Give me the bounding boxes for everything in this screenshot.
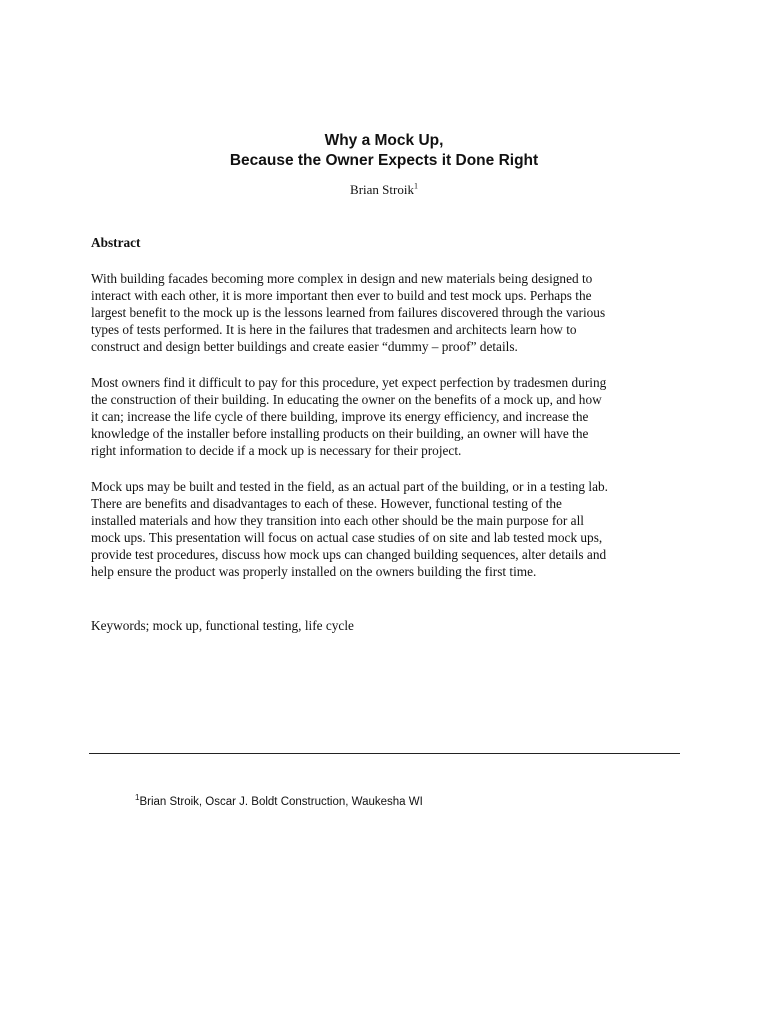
paragraph-line: interact with each other, it is more important then ever to build and test mock ups. Perhaps the [91, 288, 592, 303]
paragraph-line: it can; increase the life cycle of there building, improve its energy efficiency, and increase the [91, 409, 589, 424]
paragraph-line: right information to decide if a mock up is necessary for their project. [91, 443, 462, 458]
title-line-2: Because the Owner Expects it Done Right [229, 152, 539, 169]
paragraph-line: largest benefit to the mock up is the lessons learned from failures discovered through the various [91, 305, 606, 320]
abstract-paragraph-2 [91, 374, 691, 459]
paragraph-line: There are benefits and disadvantages to each of these. However, functional testing of the [91, 496, 562, 511]
paper-title [0, 131, 768, 171]
footnote-text: Brian Stroik, Oscar J. Boldt Construction, Waukesha WI [139, 796, 423, 808]
paragraph-line: installed materials and how they transition into each other should be the main purpose for all [91, 513, 584, 528]
paragraph-line: Most owners find it difficult to pay for this procedure, yet expect perfection by tradesmen during [91, 375, 607, 390]
paragraph-line: mock ups. This presentation will focus on actual case studies of on site and lab tested mock ups, [91, 530, 603, 545]
paragraph-line: construct and design better buildings and create easier “dummy – proof” details. [91, 339, 518, 354]
paragraph-line: Mock ups may be built and tested in the field, as an actual part of the building, or in a testing lab. [91, 479, 608, 494]
abstract-heading: Abstract [91, 235, 141, 250]
abstract-paragraph-3 [91, 478, 691, 580]
paragraph-line: the construction of their building. In educating the owner on the benefits of a mock up, and how [91, 392, 602, 407]
author-footnote-marker: 1 [413, 181, 418, 191]
paragraph-line: types of tests performed. It is here in the failures that tradesmen and architects learn how to [91, 322, 577, 337]
author-name: Brian Stroik [350, 182, 414, 197]
author-line [0, 182, 768, 198]
paragraph-line: knowledge of the installer before installing products on their building, an owner will have the [91, 426, 589, 441]
paragraph-line: provide test procedures, discuss how mock ups can changed building sequences, alter details and [91, 547, 607, 562]
footnote-divider [89, 753, 680, 754]
keywords: Keywords; mock up, functional testing, life cycle [91, 618, 354, 633]
footnote [135, 795, 423, 809]
paragraph-line: help ensure the product was properly installed on the owners building the first time. [91, 564, 537, 579]
footnote-marker: 1 [135, 793, 140, 803]
paragraph-line: With building facades becoming more complex in design and new materials being designed to [91, 271, 593, 286]
abstract-paragraph-1 [91, 270, 691, 355]
title-line-1: Why a Mock Up, [324, 132, 444, 149]
